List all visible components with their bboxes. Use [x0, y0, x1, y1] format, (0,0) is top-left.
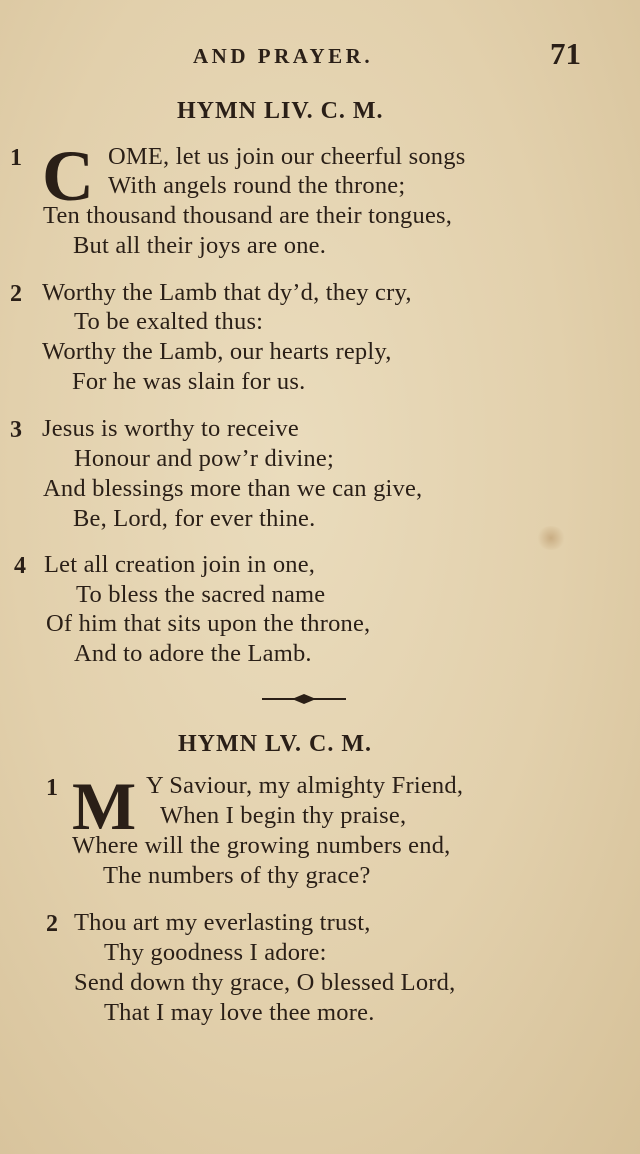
- hymn-55-verse-2-line-1: Thou art my everlasting trust,: [74, 909, 371, 936]
- paper-stain: [536, 526, 566, 550]
- hymn-54-verse-1-line-2: With angels round the throne;: [108, 172, 406, 199]
- hymn-54-verse-3-line-1: Jesus is worthy to receive: [42, 415, 299, 442]
- hymn-55-verse-1-line-2: When I begin thy praise,: [160, 802, 407, 829]
- hymn-54-verse-1-number: 1: [10, 145, 22, 171]
- hymn-55-verse-2-number: 2: [46, 911, 58, 937]
- hymn-54-verse-1-line-4: But all their joys are one.: [73, 232, 327, 259]
- hymn-54-verse-2-line-4: For he was slain for us.: [72, 368, 306, 395]
- hymn-54-verse-4-line-3: Of him that sits upon the throne,: [46, 610, 371, 637]
- hymn-54-verse-1-line-3: Ten thousand thousand are their tongues,: [43, 202, 453, 229]
- hymn-54-verse-3-line-4: Be, Lord, for ever thine.: [73, 505, 316, 532]
- ornament-divider: [262, 691, 346, 707]
- hymn-55-verse-1-number: 1: [46, 775, 58, 801]
- hymn-54-verse-2-number: 2: [10, 281, 22, 307]
- hymn-54-verse-4-line-4: And to adore the Lamb.: [74, 640, 312, 667]
- hymn-54-verse-4-line-2: To bless the sacred name: [76, 581, 326, 608]
- hymn-55-dropcap: M: [72, 768, 137, 844]
- hymn-54-dropcap: C: [42, 136, 94, 216]
- running-head: AND PRAYER.: [193, 44, 374, 68]
- page-number: 71: [550, 36, 581, 71]
- hymn-54-verse-2-line-1: Worthy the Lamb that dy’d, they cry,: [42, 279, 412, 306]
- hymn-54-verse-3-line-3: And blessings more than we can give,: [43, 475, 423, 502]
- hymn-54-verse-4-number: 4: [14, 553, 26, 579]
- hymn-55-verse-1-line-1: Y Saviour, my almighty Friend,: [146, 772, 464, 799]
- hymn-54-title: HYMN LIV. C. M.: [177, 98, 384, 124]
- hymn-55-verse-1-line-3: Where will the growing numbers end,: [72, 832, 451, 859]
- hymn-55-verse-1-line-4: The numbers of thy grace?: [103, 862, 371, 889]
- hymn-55-verse-2-line-2: Thy goodness I adore:: [104, 939, 327, 966]
- hymn-55-verse-2-line-4: That I may love thee more.: [104, 999, 375, 1026]
- hymn-54-verse-2-line-2: To be exalted thus:: [74, 308, 264, 335]
- hymn-54-verse-1-line-1: OME, let us join our cheerful songs: [108, 143, 466, 170]
- hymn-54-verse-4-line-1: Let all creation join in one,: [44, 551, 316, 578]
- hymn-54-verse-3-line-2: Honour and pow’r divine;: [74, 445, 334, 472]
- hymn-55-title: HYMN LV. C. M.: [178, 731, 373, 757]
- hymn-54-verse-3-number: 3: [10, 417, 22, 443]
- hymn-54-verse-2-line-3: Worthy the Lamb, our hearts reply,: [42, 338, 392, 365]
- hymn-55-verse-2-line-3: Send down thy grace, O blessed Lord,: [74, 969, 456, 996]
